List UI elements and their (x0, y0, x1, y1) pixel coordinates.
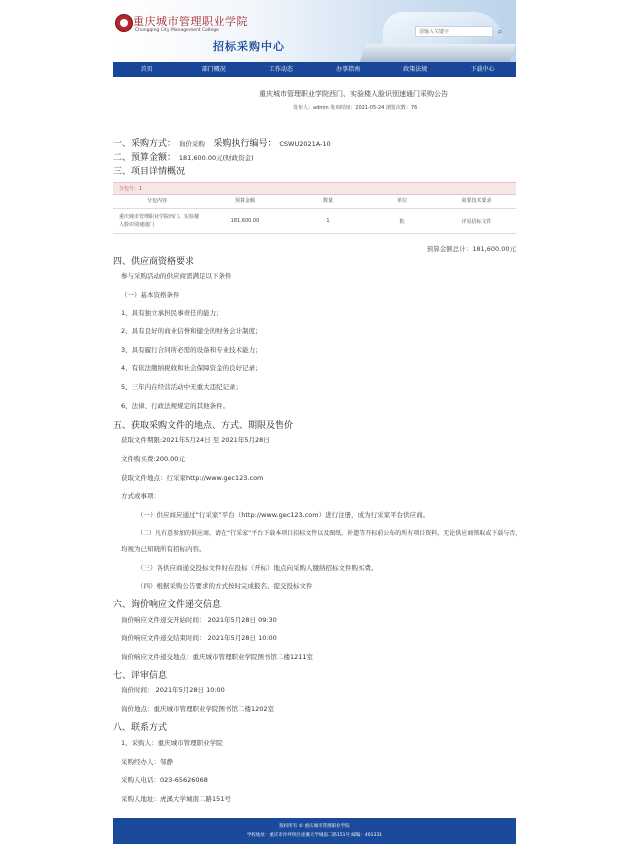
execution-code-value: CSWU2021A-10 (279, 140, 331, 148)
section-label: 一、采购方式： (113, 139, 177, 149)
col-requirements: 简要技术要求 (461, 198, 492, 204)
main-nav (113, 62, 516, 77)
submission-place: 询价响应文件递交地点：重庆城市管理职业学院图书馆二楼1211室 (121, 653, 314, 661)
qualification-item: 2、具有良好的商业信誉和健全的财务会计制度； (121, 327, 262, 335)
header-keyboard-image (360, 44, 516, 62)
article-meta: 发布人：admin 发布时间：2021-05-24 浏览次数：76 (293, 105, 418, 111)
section-review: 七、评审信息 (113, 671, 168, 681)
section-label: 二、预算金额： (113, 153, 177, 163)
cell-quantity: 1 (326, 218, 330, 224)
nav-policy[interactable]: 政策法规 (403, 66, 428, 73)
submission-end: 询价响应文件递交结束时间： 2021年5月28日 10:00 (121, 634, 277, 642)
review-time: 询价时间： 2021年5月28日 10:00 (121, 686, 225, 694)
col-quantity: 数量 (322, 198, 333, 204)
qualification-sub: （一）基本资格条件 (121, 291, 180, 299)
budget-total: 预算金额总计：181,600.00元 (426, 245, 516, 253)
qualification-intro: 参与采购活动的供应商需满足以下条件 (121, 272, 232, 280)
contact-agent: 采购经办人：邹静 (121, 758, 173, 766)
table-row (113, 209, 516, 234)
execution-code-label: 采购执行编号： (213, 139, 277, 149)
section-budget (113, 150, 254, 163)
cell-budget: 181,600.00 (230, 218, 260, 224)
page-title: 重庆城市管理职业学院西门、实验楼人脸识别速通门采购公告 (259, 90, 448, 98)
documents-method-item: （一）供应商应通过“行采家”平台（http://www.gec123.com）进行注册，成为行采家平台供应商。 (137, 511, 430, 519)
documents-fee: 文件购买费:200.00元 (121, 455, 185, 463)
package-number: 分包号：1 (113, 182, 516, 195)
search-icon[interactable]: ⌕ (497, 27, 503, 36)
section-contact: 八、联系方式 (113, 723, 168, 733)
search-input[interactable]: 请输入关键字 (415, 26, 493, 37)
cell-unit: 批 (399, 218, 405, 225)
college-name-en: Chongqing City Management College (135, 28, 219, 33)
contact-buyer: 1、采购人：重庆城市管理职业学院 (121, 739, 223, 747)
submission-start: 询价响应文件递交开始时间： 2021年5月28日 09:30 (121, 616, 277, 624)
contact-phone: 采购人电话：023-65626068 (121, 776, 208, 784)
documents-method-item: （二）凡有意参加的供应商，请在“行采家”平台下载本项目招标文件以及图纸、补遗等开标前公布的所有项目资料，无论供应商领取或下载与否， (137, 530, 522, 537)
qualification-item: 3、具有履行合同所必需的设备和专业技术能力； (121, 346, 262, 354)
footer-address: 学校地址：重庆市沙坪坝区虎溪大学城南二路151号 邮编：401331 (246, 833, 383, 838)
college-logo-icon[interactable] (115, 14, 133, 32)
review-place: 询价地点：重庆城市管理职业学院图书馆二楼1202室 (121, 705, 275, 713)
documents-method-item-cont: 均视为已知晓所有招标内容。 (121, 545, 206, 553)
nav-download[interactable]: 下载中心 (470, 66, 495, 73)
site-header (113, 0, 516, 62)
site-footer (113, 818, 516, 844)
nav-department[interactable]: 部门概况 (201, 66, 226, 73)
nav-home[interactable]: 首页 (140, 66, 153, 73)
documents-period: 获取文件期限:2021年5月24日 至 2021年5月28日 (121, 436, 270, 444)
cell-requirements[interactable]: 详见招标文件 (461, 218, 492, 225)
qualification-item: 5、三年内在经营活动中无重大违纪记录； (121, 383, 243, 391)
section-project-details: 三、项目详情概况 (113, 167, 186, 177)
project-table (113, 182, 516, 234)
section-procurement-method (113, 136, 331, 149)
qualification-item: 1、具有独立承担民事责任的能力； (121, 309, 223, 317)
article-content (113, 78, 522, 808)
nav-guide[interactable]: 办事指南 (336, 66, 361, 73)
budget-value: 181,600.00元(财政资金) (178, 154, 254, 162)
qualification-item: 4、有依法缴纳税收和社会保障资金的良好记录； (121, 364, 262, 372)
col-unit: 单位 (396, 198, 407, 204)
section-submission: 六、询价响应文件递交信息 (113, 600, 222, 610)
section-qualification: 四、供应商资格要求 (113, 257, 195, 267)
documents-method-item: （四）根据采购公告要求的方式按时完成报名、提交投标文件 (137, 582, 313, 590)
college-name[interactable]: 重庆城市管理职业学院 (133, 15, 248, 28)
site-title: 招标采购中心 (213, 40, 285, 53)
cell-content: 重庆城市管理职业学院西门、实验楼人脸识别速通门 (119, 214, 200, 228)
documents-method: 方式或事项： (121, 492, 160, 500)
col-content: 分包内容 (146, 198, 167, 204)
col-budget: 预算金额 (234, 198, 255, 204)
qualification-item: 6、法律、行政法规规定的其他条件。 (121, 402, 230, 410)
procurement-method-value: 询价采购 (178, 140, 205, 148)
documents-method-item: （三）各供应商递交投标文件时在投标（开标）地点向采购人缴纳招标文件购买费。 (137, 564, 378, 572)
documents-place[interactable]: 获取文件地点：行采家http://www.gec123.com (121, 474, 264, 482)
nav-news[interactable]: 工作动态 (268, 66, 293, 73)
contact-address: 采购人地址：虎溪大学城南二路151号 (121, 795, 231, 803)
footer-copyright: 版权所有 © 重庆城市管理职业学院 (279, 824, 350, 829)
table-header (113, 195, 516, 209)
section-documents: 五、获取采购文件的地点、方式、期限及售价 (113, 421, 294, 431)
